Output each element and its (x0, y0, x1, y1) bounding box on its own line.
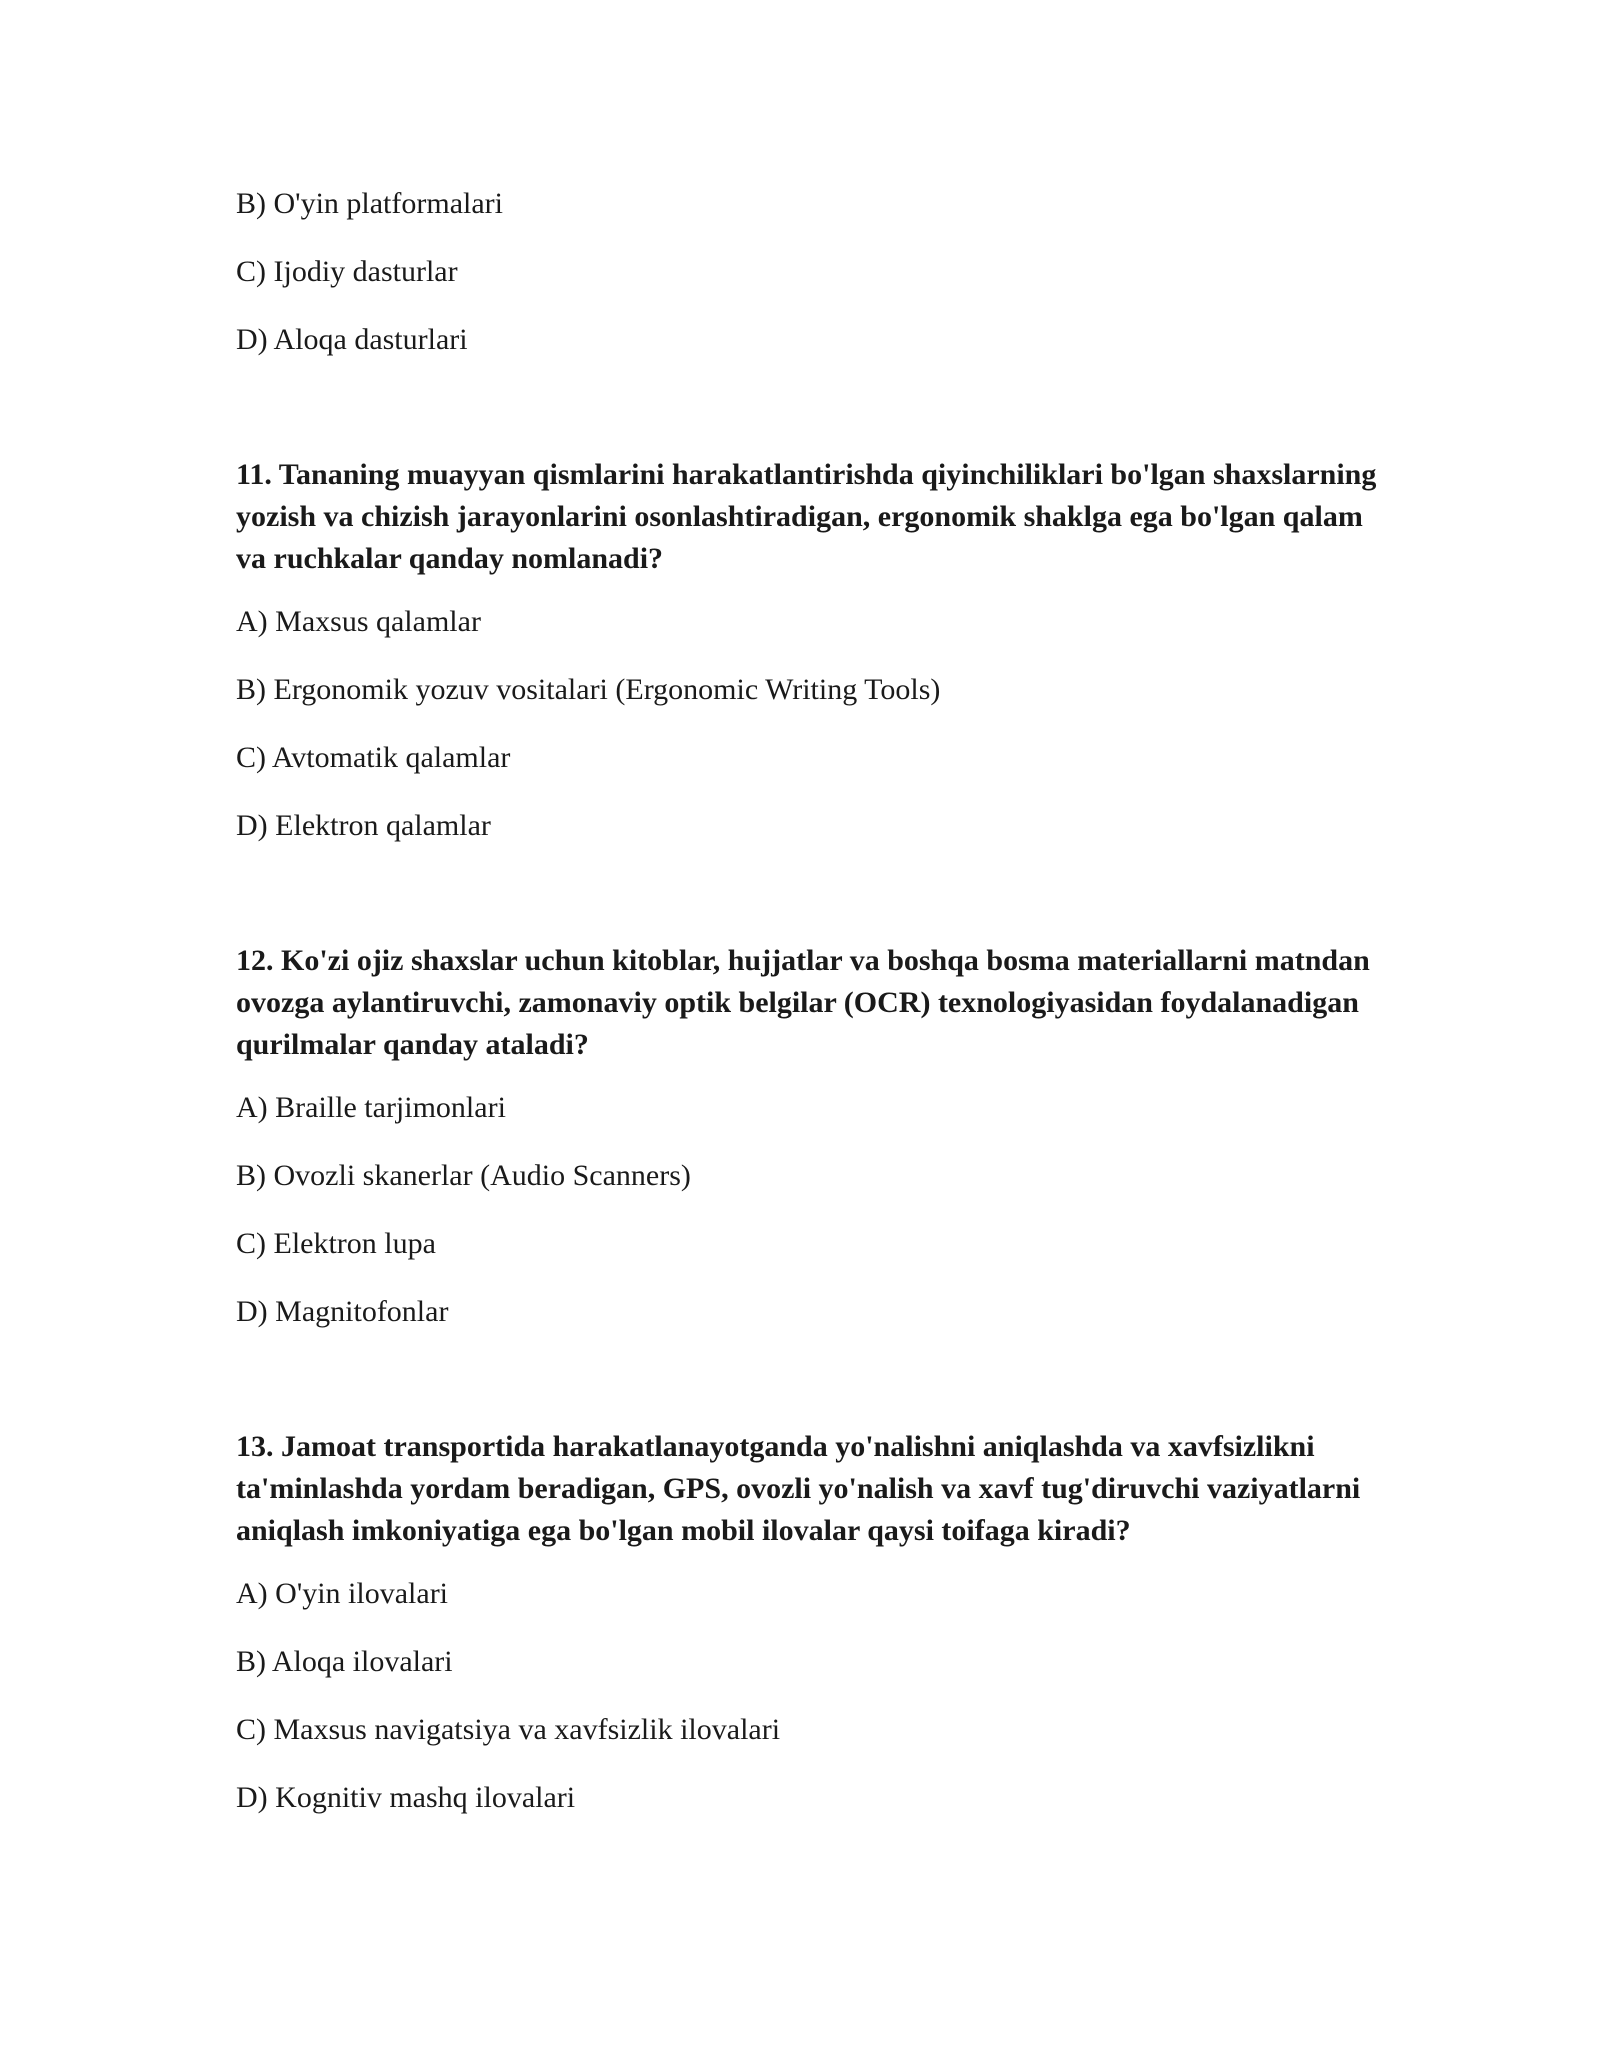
answer-option: A) Braille tarjimonlari (236, 1091, 506, 1124)
continued-options (236, 186, 1386, 358)
answer-option: D) Kognitiv mashq ilovalari (236, 1781, 576, 1814)
question-text: 11. Tananing muayyan qismlarini harakatlantirishda qiyinchiliklari bo'lgan shaxslarning yozish va chizish jarayonlarini osonlashtiradigan, ergonomik shaklga ega bo'lgan qalam va ruchkalar qanday nomlanadi? (236, 458, 1377, 575)
answer-option: D) Aloqa dasturlari (236, 323, 468, 356)
answer-option: D) Elektron qalamlar (236, 809, 491, 842)
question-12 (236, 940, 1386, 1330)
answer-option: C) Elektron lupa (236, 1227, 436, 1260)
question-11 (236, 454, 1386, 844)
question-text: 12. Ko'zi ojiz shaxslar uchun kitoblar, hujjatlar va boshqa bosma materiallarni matndan ovozga aylantiruvchi, zamonaviy optik belgilar (OCR) texnologiyasidan foydalanadigan qurilmalar qanday ataladi? (236, 944, 1370, 1061)
answer-option: D) Magnitofonlar (236, 1295, 449, 1328)
answer-option: B) Ergonomik yozuv vositalari (Ergonomic Writing Tools) (236, 673, 941, 706)
question-13 (236, 1426, 1386, 1816)
answer-option: A) Maxsus qalamlar (236, 605, 481, 638)
question-text: 13. Jamoat transportida harakatlanayotganda yo'nalishni aniqlashda va xavfsizlikni ta'minlashda yordam beradigan, GPS, ovozli yo'nalish va xavf tug'diruvchi vaziyatlarni aniqlash imkoniyatiga ega bo'lgan mobil ilovalar qaysi toifaga kiradi? (236, 1430, 1361, 1547)
answer-option: B) O'yin platformalari (236, 187, 503, 220)
answer-option: B) Ovozli skanerlar (Audio Scanners) (236, 1159, 691, 1192)
answer-option: B) Aloqa ilovalari (236, 1645, 453, 1678)
answer-option: C) Ijodiy dasturlar (236, 255, 458, 288)
page-content (236, 186, 1386, 1848)
answer-option: C) Maxsus navigatsiya va xavfsizlik ilovalari (236, 1713, 781, 1746)
answer-option: C) Avtomatik qalamlar (236, 741, 511, 774)
answer-option: A) O'yin ilovalari (236, 1577, 449, 1610)
